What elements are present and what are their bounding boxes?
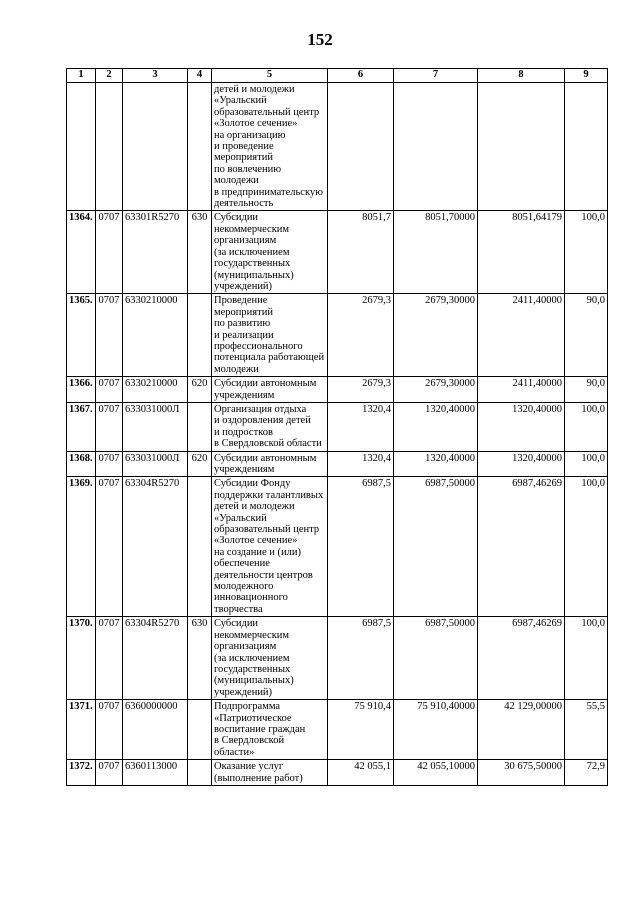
planned-amount-cell: 2679,3 xyxy=(328,294,394,377)
approved-amount-cell: 2679,30000 xyxy=(394,377,478,403)
approved-amount-cell: 6987,50000 xyxy=(394,617,478,700)
executed-amount-cell: 6987,46269 xyxy=(478,617,565,700)
description-cell: Субсидии автономным учреждениям xyxy=(212,451,328,477)
expense-type-cell: 630 xyxy=(188,617,212,700)
description-cell: Субсидии Фонду поддержки талантливых детей и молодежи «Уральский образовательный центр «Золотое сечение» на создание и (или) обеспечение деятельности центров молодежного инновационного творчества xyxy=(212,477,328,617)
section-code-cell: 0707 xyxy=(96,451,123,477)
table-row xyxy=(67,402,608,451)
table-row xyxy=(67,451,608,477)
execution-percent-cell: 90,0 xyxy=(565,294,608,377)
target-code-cell: 63304R5270 xyxy=(123,617,188,700)
execution-percent-cell: 100,0 xyxy=(565,477,608,617)
execution-percent-cell xyxy=(565,83,608,211)
approved-amount-cell: 42 055,10000 xyxy=(394,760,478,786)
expense-type-cell: 630 xyxy=(188,211,212,294)
table-row xyxy=(67,211,608,294)
planned-amount-cell: 6987,5 xyxy=(328,617,394,700)
column-header-6: 6 xyxy=(328,69,394,83)
description-cell: Субсидии автономным учреждениям xyxy=(212,377,328,403)
approved-amount-cell: 6987,50000 xyxy=(394,477,478,617)
executed-amount-cell: 30 675,50000 xyxy=(478,760,565,786)
table-header xyxy=(67,69,608,83)
column-header-2: 2 xyxy=(96,69,123,83)
execution-percent-cell: 100,0 xyxy=(565,451,608,477)
column-header-9: 9 xyxy=(565,69,608,83)
expense-type-cell xyxy=(188,700,212,760)
target-code-cell: 63301R5270 xyxy=(123,211,188,294)
planned-amount-cell: 1320,4 xyxy=(328,402,394,451)
row-number-cell: 1366. xyxy=(67,377,96,403)
column-header-7: 7 xyxy=(394,69,478,83)
row-number-cell: 1368. xyxy=(67,451,96,477)
expense-type-cell xyxy=(188,760,212,786)
description-cell: Подпрограмма «Патриотическое воспитание граждан в Свердловской области» xyxy=(212,700,328,760)
planned-amount-cell xyxy=(328,83,394,211)
section-code-cell: 0707 xyxy=(96,760,123,786)
expense-type-cell xyxy=(188,477,212,617)
description-cell: детей и молодежи «Уральский образовательный центр «Золотое сечение» на организацию и проведение мероприятий по вовлечению молодежи в предпринимательскую деятельность xyxy=(212,83,328,211)
row-number-cell: 1364. xyxy=(67,211,96,294)
section-code-cell: 0707 xyxy=(96,377,123,403)
section-code-cell: 0707 xyxy=(96,294,123,377)
column-header-3: 3 xyxy=(123,69,188,83)
row-number-cell: 1371. xyxy=(67,700,96,760)
target-code-cell: 6330210000 xyxy=(123,377,188,403)
expense-type-cell xyxy=(188,402,212,451)
expense-type-cell: 620 xyxy=(188,451,212,477)
executed-amount-cell: 6987,46269 xyxy=(478,477,565,617)
planned-amount-cell: 8051,7 xyxy=(328,211,394,294)
planned-amount-cell: 6987,5 xyxy=(328,477,394,617)
description-cell: Организация отдыха и оздоровления детей и подростков в Свердловской области xyxy=(212,402,328,451)
column-header-8: 8 xyxy=(478,69,565,83)
approved-amount-cell: 8051,70000 xyxy=(394,211,478,294)
target-code-cell: 63304R5270 xyxy=(123,477,188,617)
description-cell: Проведение мероприятий по развитию и реализации профессионального потенциала работающей молодежи xyxy=(212,294,328,377)
row-number-cell: 1372. xyxy=(67,760,96,786)
budget-table xyxy=(66,68,608,786)
executed-amount-cell: 2411,40000 xyxy=(478,294,565,377)
description-cell: Субсидии некоммерческим организациям (за исключением государственных (муниципальных) учреждений) xyxy=(212,617,328,700)
description-cell: Субсидии некоммерческим организациям (за исключением государственных (муниципальных) учреждений) xyxy=(212,211,328,294)
target-code-cell: 6360000000 xyxy=(123,700,188,760)
executed-amount-cell: 1320,40000 xyxy=(478,451,565,477)
expense-type-cell xyxy=(188,83,212,211)
table-row xyxy=(67,294,608,377)
approved-amount-cell: 2679,30000 xyxy=(394,294,478,377)
planned-amount-cell: 75 910,4 xyxy=(328,700,394,760)
execution-percent-cell: 100,0 xyxy=(565,617,608,700)
target-code-cell xyxy=(123,83,188,211)
approved-amount-cell: 1320,40000 xyxy=(394,402,478,451)
executed-amount-cell: 8051,64179 xyxy=(478,211,565,294)
approved-amount-cell xyxy=(394,83,478,211)
table-body xyxy=(67,83,608,786)
executed-amount-cell xyxy=(478,83,565,211)
execution-percent-cell: 72,9 xyxy=(565,760,608,786)
target-code-cell: 6330210000 xyxy=(123,294,188,377)
section-code-cell: 0707 xyxy=(96,617,123,700)
column-header-5: 5 xyxy=(212,69,328,83)
expense-type-cell xyxy=(188,294,212,377)
table-row xyxy=(67,83,608,211)
execution-percent-cell: 100,0 xyxy=(565,211,608,294)
planned-amount-cell: 1320,4 xyxy=(328,451,394,477)
executed-amount-cell: 1320,40000 xyxy=(478,402,565,451)
table-row xyxy=(67,617,608,700)
table-row xyxy=(67,760,608,786)
section-code-cell: 0707 xyxy=(96,402,123,451)
approved-amount-cell: 75 910,40000 xyxy=(394,700,478,760)
column-header-4: 4 xyxy=(188,69,212,83)
description-cell: Оказание услуг (выполнение работ) xyxy=(212,760,328,786)
section-code-cell xyxy=(96,83,123,211)
execution-percent-cell: 55,5 xyxy=(565,700,608,760)
table-row xyxy=(67,477,608,617)
table-row xyxy=(67,700,608,760)
section-code-cell: 0707 xyxy=(96,700,123,760)
execution-percent-cell: 90,0 xyxy=(565,377,608,403)
expense-type-cell: 620 xyxy=(188,377,212,403)
row-number-cell xyxy=(67,83,96,211)
row-number-cell: 1370. xyxy=(67,617,96,700)
section-code-cell: 0707 xyxy=(96,211,123,294)
planned-amount-cell: 2679,3 xyxy=(328,377,394,403)
section-code-cell: 0707 xyxy=(96,477,123,617)
row-number-cell: 1369. xyxy=(67,477,96,617)
target-code-cell: 6360113000 xyxy=(123,760,188,786)
target-code-cell: 633031000Л xyxy=(123,451,188,477)
executed-amount-cell: 2411,40000 xyxy=(478,377,565,403)
header-row xyxy=(67,69,608,83)
target-code-cell: 633031000Л xyxy=(123,402,188,451)
executed-amount-cell: 42 129,00000 xyxy=(478,700,565,760)
execution-percent-cell: 100,0 xyxy=(565,402,608,451)
planned-amount-cell: 42 055,1 xyxy=(328,760,394,786)
page-number: 152 xyxy=(307,30,333,49)
row-number-cell: 1367. xyxy=(67,402,96,451)
table-row xyxy=(67,377,608,403)
approved-amount-cell: 1320,40000 xyxy=(394,451,478,477)
row-number-cell: 1365. xyxy=(67,294,96,377)
column-header-1: 1 xyxy=(67,69,96,83)
